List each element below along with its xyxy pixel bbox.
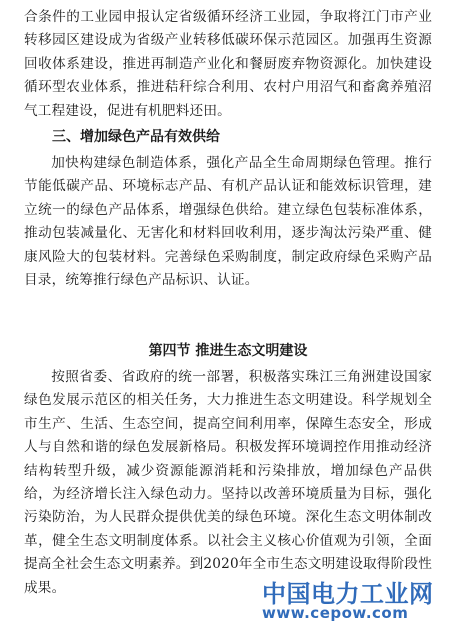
watermark-url: www.cepow.com <box>262 604 409 622</box>
paragraph-green-supply: 加快构建绿色制造体系，强化产品全生命周期绿色管理。推行节能低碳产品、环境标志产品、有机产品认证和能效标识管理，建立统一的绿色产品体系，增强绿色供给。建立绿色包装标准体系，推动包装减量化、无害化和材料回收利用，逐步淘汰污染严重、健康风险大的包装材料。完善绿色采购制度，制定政府绿色采购产品目录，统筹推行绿色产品标识、认证。 <box>24 155 432 289</box>
section-title: 第四节 推进生态文明建设 <box>148 343 308 359</box>
paragraph-eco-civilization: 按照省委、省政府的统一部署，积极落实珠江三角洲建设国家绿色发展示范区的相关任务，大力推进生态文明建设。科学规划全市生产、生活、生态空间，提高空间利用率，保障生态安全，形成人与自然和谐的绿色发展新格局。积极发挥环境调控作用推动经济结构转型升级，减少资源能源消耗和污染排放，增加绿色产品供给，为经济增长注入绿色动力。坚持以改善环境质量为目标，强化污染防治，为人民群众提供优美的绿色环境。深化生态文明体制改革，健全生态文明制度体系。以社会主义核心价值观为引领，全面提高全社会生态文明素养。到2020年全市生态文明建设取得阶段性成果。 <box>24 369 432 596</box>
paragraph-recycling: 合条件的工业园申报认定省级循环经济工业园，争取将江门市产业转移园区建设成为省级产业转移低碳环保示范园区。加强再生资源回收体系建设，推进再制造产业化和餐厨废弃物资源化。加快建设循环型农业体系，推进秸秆综合利用、农村户用沼气和畜禽养殖沼气工程建设，促进有机肥料还田。 <box>24 9 432 119</box>
subheading-green-products: 三、增加绿色产品有效供给 <box>52 129 220 145</box>
watermark-logo-text: 中国电力工业网 <box>262 580 434 608</box>
